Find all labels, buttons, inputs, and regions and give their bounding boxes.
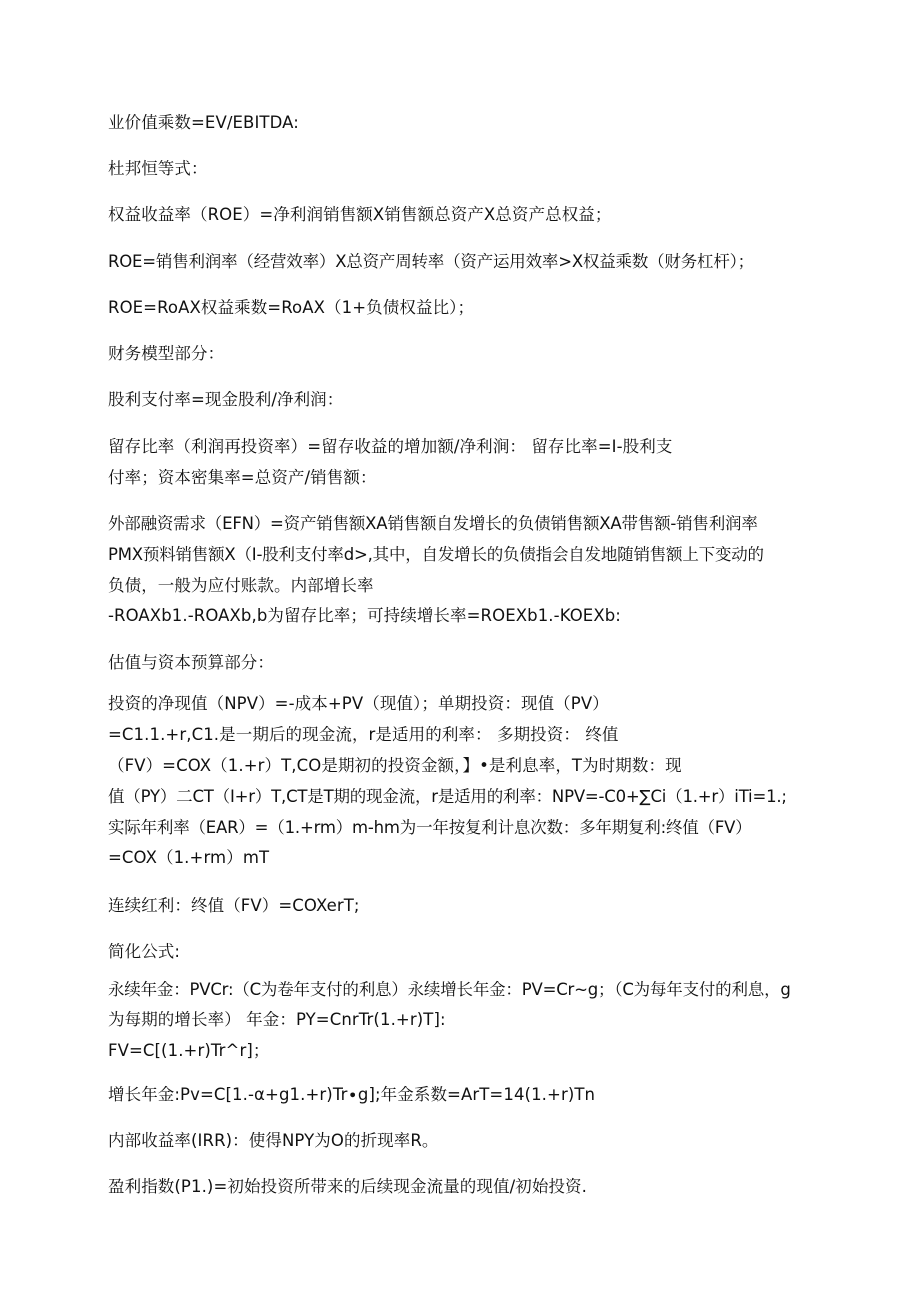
line-npv-1: 投资的净现值（NPV）=-成本+PV（现值）；单期投资：现值（PV） xyxy=(108,694,609,713)
line-npv-3: （FV）=COX（1.+r）T,CO是期初的投资金额，】•是利息率，T为时期数：现 xyxy=(108,756,682,775)
line-annuity-fv: FV=C[(1.+r)Tr^r]； xyxy=(108,1041,270,1060)
line-efn-2: PMX预料销售额X（I-股利支付率d>,其中，自发增长的负债指会自发地随销售额上下变动的 xyxy=(108,545,764,564)
line-npv-2: =C1.1.+r,C1.是一期后的现金流，r是适用的利率： 多期投资： 终值 xyxy=(108,725,619,744)
line-growing-annuity: 增长年金:Pv=C[1.-α+g1.+r)Tr∙g];年金系数=ArT=14(1.+r)Tn xyxy=(108,1085,596,1104)
line-retention-ratio: 留存比率（利润再投资率）=留存收益的增加额/净利涧： 留存比率=I-股利支 xyxy=(108,437,673,456)
line-roe-decomposition: ROE=销售利润率（经营效率）X总资产周转率（资产运用效率>X权益乘数（财务杠杆）； xyxy=(108,252,754,271)
line-growth-rates: -ROAXb1.-ROAXb,b为留存比率；可持续增长率=ROEXb1.-KOEXb: xyxy=(108,606,621,625)
line-continuous-compounding: 连续红利：终值（FV）=COXerT; xyxy=(108,896,360,915)
line-ear: 实际年利率（EAR）=（1.+rm）m-hm为一年按复利计息次数：多年期复利:终值（FV） xyxy=(108,818,752,837)
line-valuation-heading: 估值与资本预算部分： xyxy=(108,653,274,672)
line-efn-3: 负债，一般为应付账款。内部增长率 xyxy=(108,576,374,595)
line-profitability-index: 盈利指数(P1.)=初始投资所带来的后续现金流量的现值/初始投资. xyxy=(108,1177,587,1196)
line-efn-1: 外部融资需求（EFN）=资产销售额XA销售额自发增长的负债销售额XA带售额-销售利润率 xyxy=(108,514,758,533)
line-perpetuity-1: 永续年金：PVCr:（C为卷年支付的利息）永续增长年金：PV=Cr~g；（C为每年支付的利息，g xyxy=(108,980,791,999)
line-compound-fv: =COX（1.+rm）mT xyxy=(108,848,270,867)
line-payout-ratio: 股利支付率=现金股利/净利润： xyxy=(108,390,344,409)
line-dupont-heading: 杜邦恒等式： xyxy=(108,159,208,178)
line-irr: 内部收益率(IRR)：使得NPY为O的折现率R。 xyxy=(108,1131,439,1150)
line-perpetuity-2: 为每期的增长率） 年金：PY=CnrTr(1.+r)T]: xyxy=(108,1010,446,1029)
line-roe-roa: ROE=RoAX权益乘数=RoAX（1+负债权益比）； xyxy=(108,298,475,317)
line-financial-model-heading: 财务模型部分： xyxy=(108,344,225,363)
line-capital-intensity: 付率；资本密集率=总资产/销售额： xyxy=(108,468,377,487)
line-npv-4: 值（PY）二CT（I+r）T,CT是T期的现金流，r是适用的利率：NPV=-C0+∑Ci（1.+r）iTi=1.; xyxy=(108,787,787,806)
line-simplified-heading: 简化公式: xyxy=(108,942,181,961)
line-roe-definition: 权益收益率（ROE）=净利润销售额X销售额总资产X总资产总权益； xyxy=(108,205,612,224)
line-ev-ebitda: 业价值乘数=EV∕EBITDA: xyxy=(108,113,299,132)
